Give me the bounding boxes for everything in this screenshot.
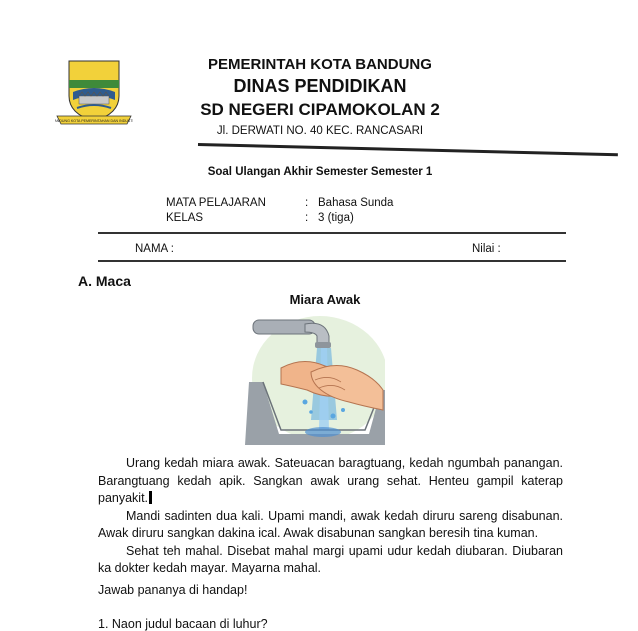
story-body	[98, 455, 563, 578]
question-1: 1. Naon judul bacaan di luhur?	[98, 617, 268, 631]
story-paragraph	[98, 455, 563, 508]
question-instructions: Jawab pananya di handap!	[98, 583, 248, 597]
text-cursor	[149, 491, 152, 504]
section-heading: A. Maca	[78, 273, 131, 289]
story-paragraph-1-text: Urang kedah miara awak. Sateuacan baragtuang, kedah ngumbah panangan. Barangtuang kedah apik. Sangkan awak urang sehat. Henteu gampil katerap panyakit.	[98, 456, 563, 505]
handwashing-illustration	[245, 310, 385, 445]
score-label: Nilai :	[472, 243, 501, 255]
subject-value: Bahasa Sunda	[318, 197, 394, 209]
logo-banner-text: BANDUNG KOTA PEMERINTAHAN DAN INDUSTRI	[55, 119, 133, 123]
city-logo	[55, 58, 133, 128]
subject-label: MATA PELAJARAN	[166, 197, 266, 209]
header-divider	[198, 143, 618, 156]
class-value: 3 (tiga)	[318, 212, 354, 224]
student-name-label: NAMA :	[135, 243, 174, 255]
header-school: SD NEGERI CIPAMOKOLAN 2	[200, 100, 440, 119]
story-title: Miara Awak	[289, 292, 361, 307]
name-row-bottom-divider	[98, 260, 566, 262]
header-government: PEMERINTAH KOTA BANDUNG	[208, 56, 432, 73]
subject-colon: :	[305, 197, 309, 209]
header-address: Jl. DERWATI NO. 40 KEC. RANCASARI	[216, 125, 424, 137]
header-department: DINAS PENDIDIKAN	[233, 76, 407, 96]
story-paragraph: Mandi sadinten dua kali. Upami mandi, awak kedah diruru sareng disabunan. Awak diruru sangkan dakina ical. Awak disabunan sangkan beresih tina kuman.	[98, 508, 563, 540]
name-row-top-divider	[98, 232, 566, 234]
story-paragraph: Sehat teh mahal. Disebat mahal margi upami udur kedah diubaran. Diubaran ka dokter kedah mayar. Mayarna mahal.	[98, 543, 563, 575]
class-label: KELAS	[166, 212, 204, 224]
exam-title: Soal Ulangan Akhir Semester Semester 1	[207, 166, 433, 178]
class-colon: :	[305, 212, 309, 224]
